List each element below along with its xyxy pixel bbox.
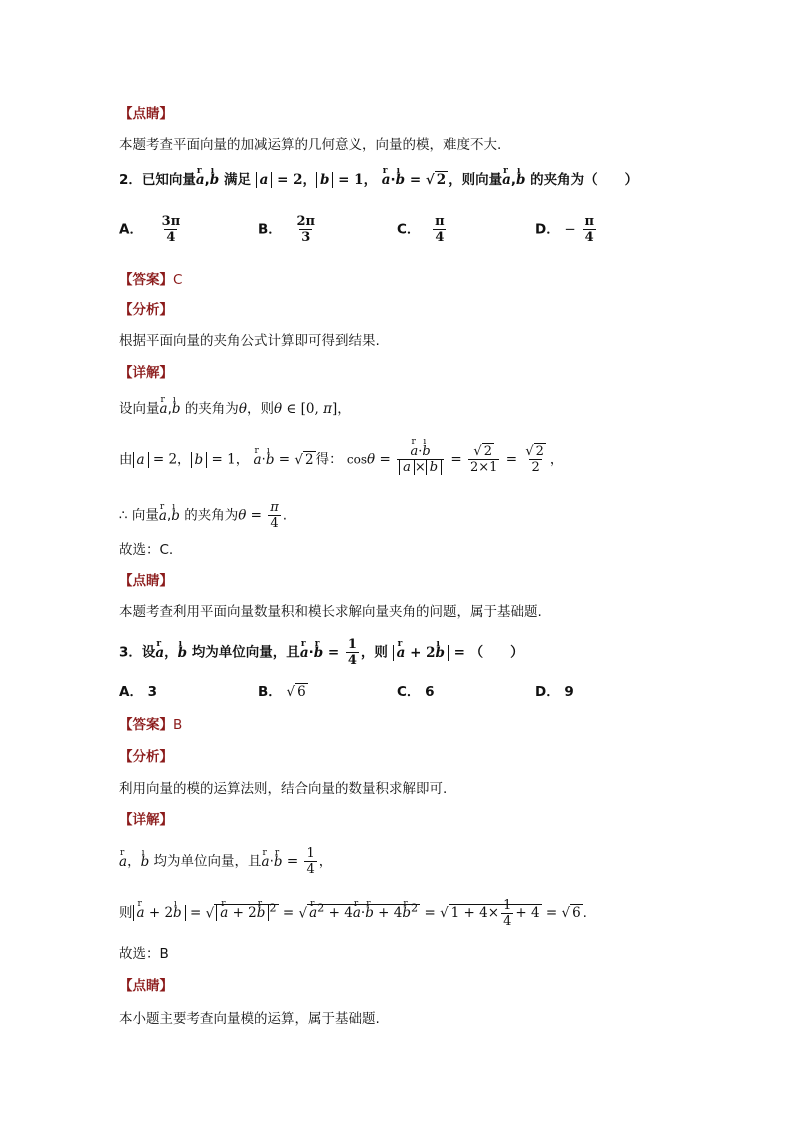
q2-option-a[interactable]: A． $\frac{3\pi}{4}$ xyxy=(119,214,181,245)
dianjing-heading-q3: 【点睛】 xyxy=(119,978,173,994)
question-3: 3．设r a，ı b 均为单位向量，且r a·r b = $\frac{1}{4}$ ，则 r a + 2ı b = （ ） xyxy=(119,637,524,668)
q3-option-d[interactable]: D． 9 xyxy=(535,684,574,700)
q3-option-b[interactable]: B． √ 6 xyxy=(258,684,306,700)
fenxi-heading-q2: 【分析】 xyxy=(119,302,173,318)
q2-option-b[interactable]: B． $\frac{2\pi}{3}$ xyxy=(258,214,316,245)
fenxi-heading-q3: 【分析】 xyxy=(119,749,173,765)
answer-heading-q3: 【答案】B xyxy=(119,717,183,733)
answer-heading-q2: 【答案】C xyxy=(119,272,183,288)
detail-line-q2-2: 由 a = 2， b = 1， r a·ı b = √ 2 得： cosθ = r $\frac{\text{a·ı b}}{a \times b}$ = $\frac{√ 2}{2\times 1}$ = $\frac{√ 2}{2}$ ， xyxy=(119,444,563,475)
detail-line-q2-3: ∴ 向量r a,ı b 的夹角为θ = $\frac{\pi}{4}$ . xyxy=(119,500,287,531)
comment-text-q2: 本题考查利用平面向量数量积和模长求解向量夹角的问题，属于基础题. xyxy=(119,604,542,620)
q3-option-a[interactable]: A． 3 xyxy=(119,684,158,700)
answer-value-q2: C xyxy=(173,272,183,288)
dianjing-heading-q2: 【点睛】 xyxy=(119,573,173,589)
dianjing-heading-1: 【点睛】 xyxy=(119,106,173,122)
detail-line-q3-1: r a，ı b 均为单位向量，且r a·r b = $\frac{1}{4}$ ， xyxy=(119,846,332,877)
analysis-text-q2: 根据平面向量的夹角公式计算即可得到结果. xyxy=(119,333,380,349)
select-text-q2: 故选：C. xyxy=(119,542,174,558)
answer-value-q3: B xyxy=(173,717,183,733)
analysis-text-q3: 利用向量的模的运算法则，结合向量的数量积求解即可. xyxy=(119,781,448,797)
detail-line-q2-1: 设向量r a,ı b 的夹角为θ，则θ ∈ [0, π]， xyxy=(119,399,351,419)
detail-line-q3-2: 则r a + 2ı b = √r a + 2r b $^2$ = √r $a^2 + 4r$ a·r b + 4r $b^2$ = √ 1 + 4× $\frac{1}{4}$ + 4 = √ 6 . xyxy=(119,898,587,929)
xiangjie-heading-q2: 【详解】 xyxy=(119,365,173,381)
question-2: 2．已知向量r a,ı b 满足 a = 2， b = 1， r a·ı b = √ 2 ，则向量r a,ı b 的夹角为（ ） xyxy=(119,170,638,190)
select-text-q3: 故选：B xyxy=(119,946,169,962)
comment-text-1: 本题考查平面向量的加减运算的几何意义，向量的模，难度不大. xyxy=(119,137,502,153)
q3-option-c[interactable]: C． 6 xyxy=(397,684,435,700)
xiangjie-heading-q3: 【详解】 xyxy=(119,812,173,828)
q2-option-d[interactable]: D． − $\frac{\pi}{4}$ xyxy=(535,214,594,245)
comment-text-q3: 本小题主要考查向量模的运算，属于基础题. xyxy=(119,1011,380,1027)
q2-option-c[interactable]: C． $\frac{\pi}{4}$ xyxy=(397,214,445,245)
